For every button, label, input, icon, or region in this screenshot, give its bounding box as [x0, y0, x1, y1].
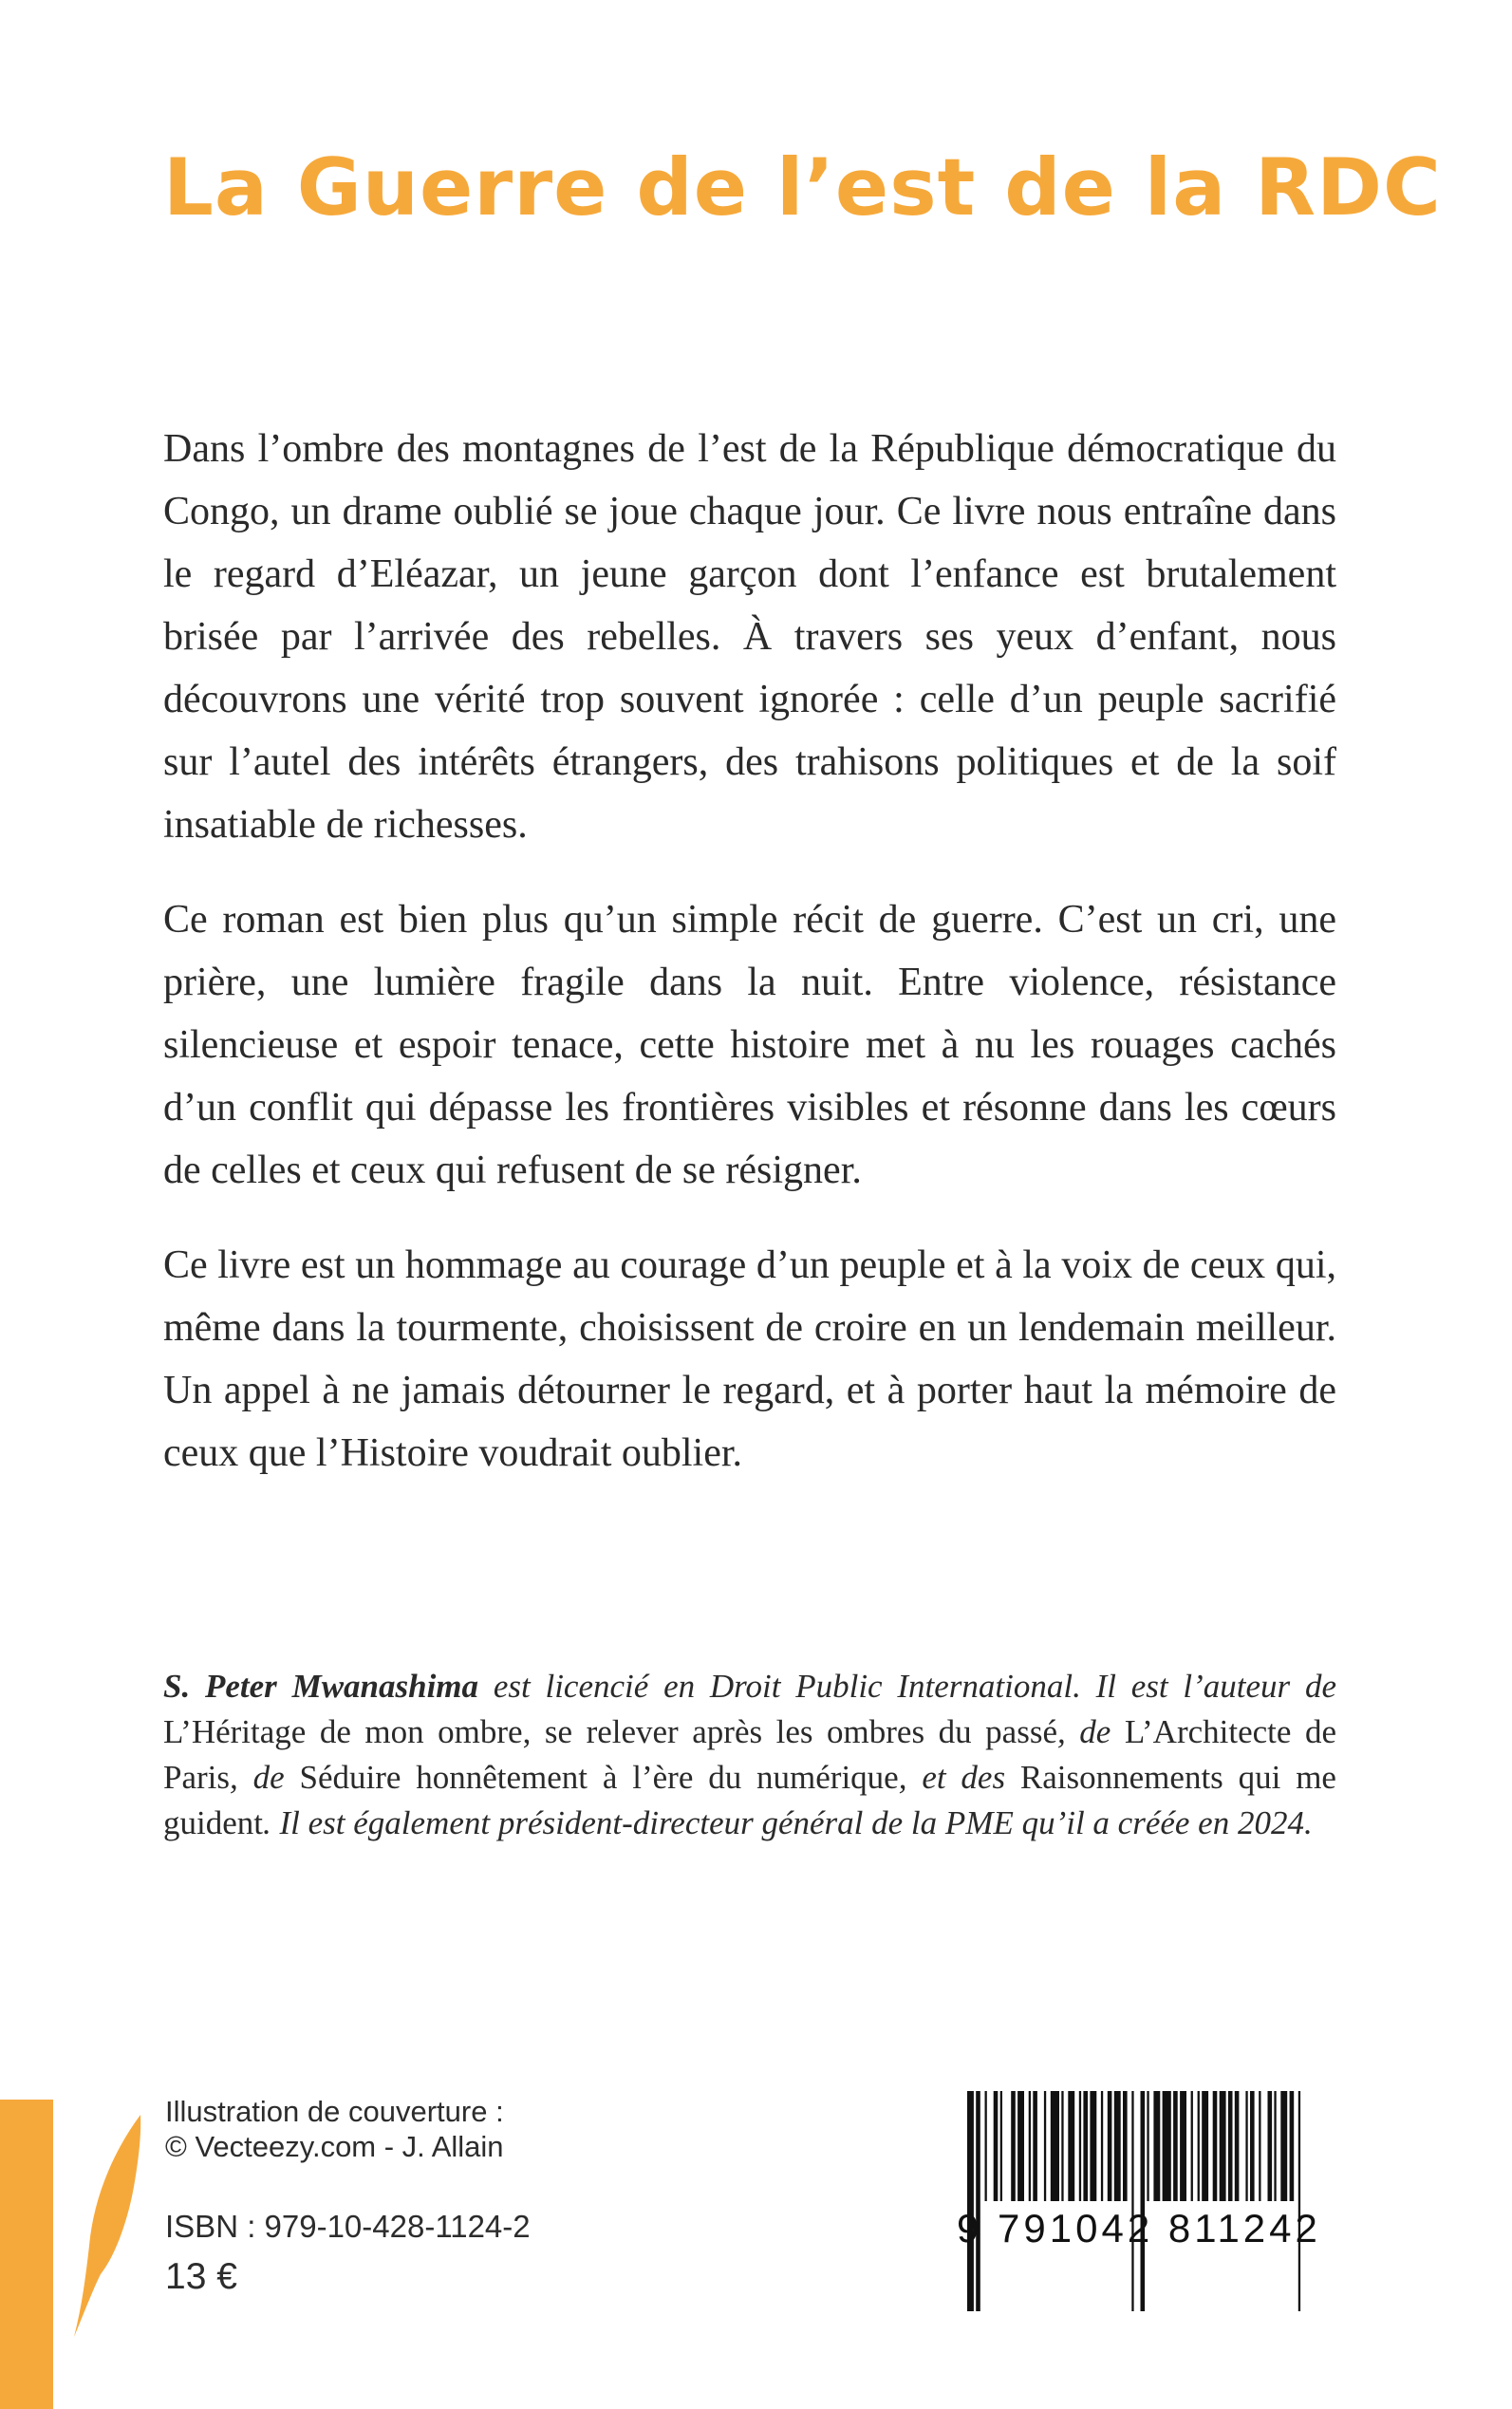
barcode-bar [1083, 2091, 1088, 2201]
barcode-bar [1033, 2091, 1037, 2201]
barcode-bar [1123, 2091, 1128, 2201]
credits-line-1: Illustration de couverture : [165, 2095, 504, 2128]
back-cover-blurb [163, 418, 1336, 1517]
barcode-bar [1101, 2091, 1103, 2201]
barcode-bar [1220, 2091, 1226, 2201]
barcode-bar [1173, 2091, 1178, 2201]
barcode-bar [1131, 2091, 1133, 2311]
cover-credits [165, 2094, 504, 2164]
barcode-bar [1191, 2091, 1193, 2201]
barcode-bar [1061, 2091, 1063, 2201]
price: 13 € [165, 2256, 237, 2297]
barcode-bar [1090, 2091, 1096, 2201]
barcode-bar [967, 2091, 974, 2311]
bio-text-5: . Il est également président-directeur général de la PME qu’il a créée en 2024. [262, 1804, 1313, 1841]
barcode-bar [1108, 2091, 1112, 2201]
barcode-bar [1114, 2091, 1121, 2201]
accent-bar [0, 2100, 53, 2409]
barcode-bars [967, 2091, 1300, 2311]
barcode-bar [1017, 2091, 1024, 2201]
barcode-bar [1250, 2091, 1255, 2201]
barcode-bar [976, 2091, 980, 2311]
credits-line-2: © Vecteezy.com - J. Allain [165, 2130, 504, 2163]
book-title-seduire: Séduire honnêtement à l’ère du numérique [299, 1759, 899, 1796]
barcode-bar [1198, 2091, 1200, 2201]
barcode-bar [1180, 2091, 1186, 2201]
bio-text-3: , de [230, 1759, 300, 1796]
barcode-bar [1280, 2091, 1287, 2201]
barcode-bar [1268, 2091, 1273, 2201]
blurb-paragraph-1: Dans l’ombre des montagnes de l’est de la République démocratique du Congo, un drame oublié se joue chaque jour. Ce livre nous entraîne dans le regard d’Eléazar, un jeune garçon dont l’enfance est brutalement brisée par l’arrivée des rebelles. À travers ses yeux d’enfant, nous découvrons une vérité trop souvent ignorée : celle d’un peuple sacrifié sur l’autel des intérêts étrangers, des trahisons politiques et de la soif insatiable de richesses. [163, 427, 1336, 847]
bio-text-1: est licencié en Droit Public International. Il est l’auteur de [478, 1668, 1336, 1705]
bio-text-4: , et des [898, 1759, 1020, 1796]
book-title-architecte: L’Architecte de Paris [163, 1713, 1336, 1796]
book-title-raisonnements: Raisonnements qui me guident [163, 1759, 1336, 1841]
barcode-bar [1153, 2091, 1160, 2201]
barcode-bar [1051, 2091, 1059, 2201]
barcode-bar [1259, 2091, 1260, 2201]
barcode-bar [1213, 2091, 1218, 2201]
barcode-bar [1228, 2091, 1233, 2201]
author-bio [163, 1664, 1336, 1846]
barcode-bar [1029, 2091, 1031, 2201]
isbn: ISBN : 979-10-428-1124-2 [165, 2209, 531, 2244]
book-title: La Guerre de l’est de la RDC [163, 141, 1442, 233]
author-name: S. Peter Mwanashima [163, 1668, 479, 1705]
bio-text-2: , de [1056, 1713, 1125, 1750]
barcode-bar [1290, 2091, 1295, 2201]
barcode-bar [1068, 2091, 1074, 2201]
barcode-bar [1202, 2091, 1208, 2201]
blurb-paragraph-3: Ce livre est un hommage au courage d’un peuple et à la voix de ceux qui, même dans la tourmente, choisissent de croire en un lendemain meilleur. Un appel à ne jamais détourner le regard, et à porter haut la mémoire de ceux que l’Histoire voudrait oublier. [163, 1243, 1336, 1475]
feather-shape [74, 2115, 140, 2337]
barcode-bar [1000, 2091, 1002, 2201]
barcode-bar [985, 2091, 987, 2201]
barcode-bar [1011, 2091, 1016, 2201]
barcode-bar [994, 2091, 999, 2201]
barcode-digits: 9 791042 811242 [957, 2206, 1321, 2250]
barcode-bar [1245, 2091, 1247, 2201]
feather-icon [72, 2113, 144, 2341]
barcode-bar [1274, 2091, 1276, 2201]
barcode-bar [1298, 2091, 1300, 2311]
barcode-bar [1163, 2091, 1171, 2201]
barcode-bar [1235, 2091, 1240, 2201]
barcode-bar [1044, 2091, 1046, 2201]
barcode-bar [1079, 2091, 1081, 2201]
barcode-bar [1147, 2091, 1148, 2201]
barcode-bar [1141, 2091, 1146, 2311]
book-title-heritage: L’Héritage de mon ombre, se relever après les ombres du passé [163, 1713, 1057, 1750]
blurb-paragraph-2: Ce roman est bien plus qu’un simple récit de guerre. C’est un cri, une prière, une lumière fragile dans la nuit. Entre violence, résistance silencieuse et espoir tenace, cette histoire met à nu les rouages cachés d’un conflit qui dépasse les frontières visibles et résonne dans les cœurs de celles et ceux qui refusent de se résigner. [163, 898, 1336, 1192]
